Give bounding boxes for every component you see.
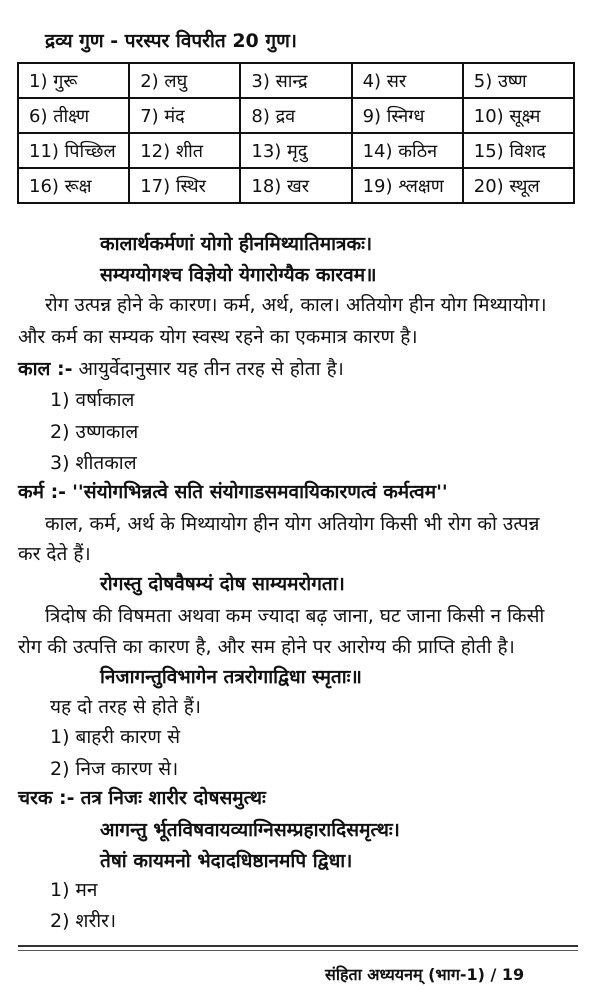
- paragraph-line: काल, कर्म, अर्थ के मिथ्यायोग हीन योग अतियोग किसी भी रोग को उत्पन्न: [45, 513, 540, 535]
- table-row: [18, 63, 574, 98]
- table-cell: 15) विशद: [463, 133, 574, 168]
- page-heading: द्रव्य गुण - परस्पर विपरीत 20 गुण।: [45, 30, 298, 52]
- term-text: ''संयोगभिन्नत्वे सति संयोगाडसमवायिकारणत्वं कर्मत्वम'': [72, 481, 448, 503]
- verse-line: सम्यग्योगश्च विज्ञेयो येगारोग्यैक कारवम॥: [100, 264, 377, 286]
- footer-divider-secondary: [18, 950, 578, 951]
- page-footer: संहिता अध्ययनम् (भाग-1) / 19: [325, 965, 525, 984]
- table-cell: 10) सूक्ष्म: [463, 98, 574, 133]
- table-cell: 1) गुरू: [18, 63, 129, 98]
- table-cell: 18) खर: [240, 168, 351, 203]
- table-cell: 16) रूक्ष: [18, 168, 129, 203]
- verse-line: निजागन्तुविभागेन तत्ररोगाद्विधा स्मृताः॥: [100, 666, 362, 688]
- table-cell: 17) स्थिर: [129, 168, 240, 203]
- table-cell: 5) उष्ण: [463, 63, 574, 98]
- term-label: चरक :-: [18, 787, 75, 809]
- table-row: [18, 133, 574, 168]
- list-item: 3) शीतकाल: [50, 452, 137, 474]
- paragraph-line: रोग की उत्पत्ति का कारण है, और सम होने पर आरोग्य की प्राप्ति होती है।: [18, 636, 515, 658]
- term-text: आयुर्वेदानुसार यह तीन तरह से होता है।: [78, 358, 344, 380]
- table-cell: 9) स्निग्ध: [352, 98, 463, 133]
- table-cell: 12) शीत: [129, 133, 240, 168]
- term-label: कर्म :-: [18, 481, 67, 503]
- verse-line: आगन्तु र्भूतविषवायव्याग्निसम्प्रहारादिसमृत्थः।: [100, 819, 400, 841]
- table-cell: 6) तीक्ष्ण: [18, 98, 129, 133]
- term-text: तत्र निजः शारीर दोषसमुत्थः: [80, 787, 266, 809]
- verse-line: तेषां कायमनो भेदादधिष्ठानमपि द्विधा।: [100, 850, 353, 872]
- table-cell: 20) स्थूल: [463, 168, 574, 203]
- footer-divider: [18, 945, 578, 947]
- table-cell: 3) सान्द्र: [240, 63, 351, 98]
- term-label: काल :-: [18, 358, 73, 380]
- charak-line: [18, 785, 266, 811]
- karma-line: [18, 479, 448, 505]
- verse-line: कालार्थकर्मणां योगो हीनमिथ्यातिमात्रकः।: [100, 233, 373, 255]
- paragraph-line: कर देते हैं।: [18, 543, 91, 565]
- kaal-line: [18, 356, 344, 382]
- table-row: [18, 168, 574, 203]
- table-cell: 8) द्रव: [240, 98, 351, 133]
- table-row: [18, 98, 574, 133]
- list-item: 1) वर्षाकाल: [50, 389, 135, 411]
- paragraph-line: त्रिदोष की विषमता अथवा कम ज्यादा बढ़ जाना, घट जाना किसी न किसी: [45, 605, 545, 627]
- table-cell: 19) श्लक्षण: [352, 168, 463, 203]
- list-item: 2) शरीर।: [50, 910, 117, 932]
- table-cell: 14) कठिन: [352, 133, 463, 168]
- table-cell: 2) लघु: [129, 63, 240, 98]
- paragraph-line: रोग उत्पन्न होने के कारण। कर्म, अर्थ, काल। अतियोग हीन योग मिथ्यायोग।: [45, 294, 547, 316]
- paragraph-line: और कर्म का सम्यक योग स्वस्थ रहने का एकमात्र कारण है।: [18, 326, 418, 348]
- list-item: 1) बाहरी कारण से: [50, 726, 181, 748]
- table-cell: 11) पिच्छिल: [18, 133, 129, 168]
- paragraph-line: यह दो तरह से होते हैं।: [50, 696, 201, 718]
- list-item: 2) निज कारण से।: [50, 758, 179, 780]
- list-item: 2) उष्णकाल: [50, 421, 139, 443]
- table-cell: 13) मृदु: [240, 133, 351, 168]
- table-cell: 7) मंद: [129, 98, 240, 133]
- table-cell: 4) सर: [352, 63, 463, 98]
- list-item: 1) मन: [50, 879, 98, 901]
- gunas-table: [17, 62, 575, 204]
- verse-line: रोगस्तु दोषवैषम्यं दोष साम्यमरोगता।: [100, 573, 345, 595]
